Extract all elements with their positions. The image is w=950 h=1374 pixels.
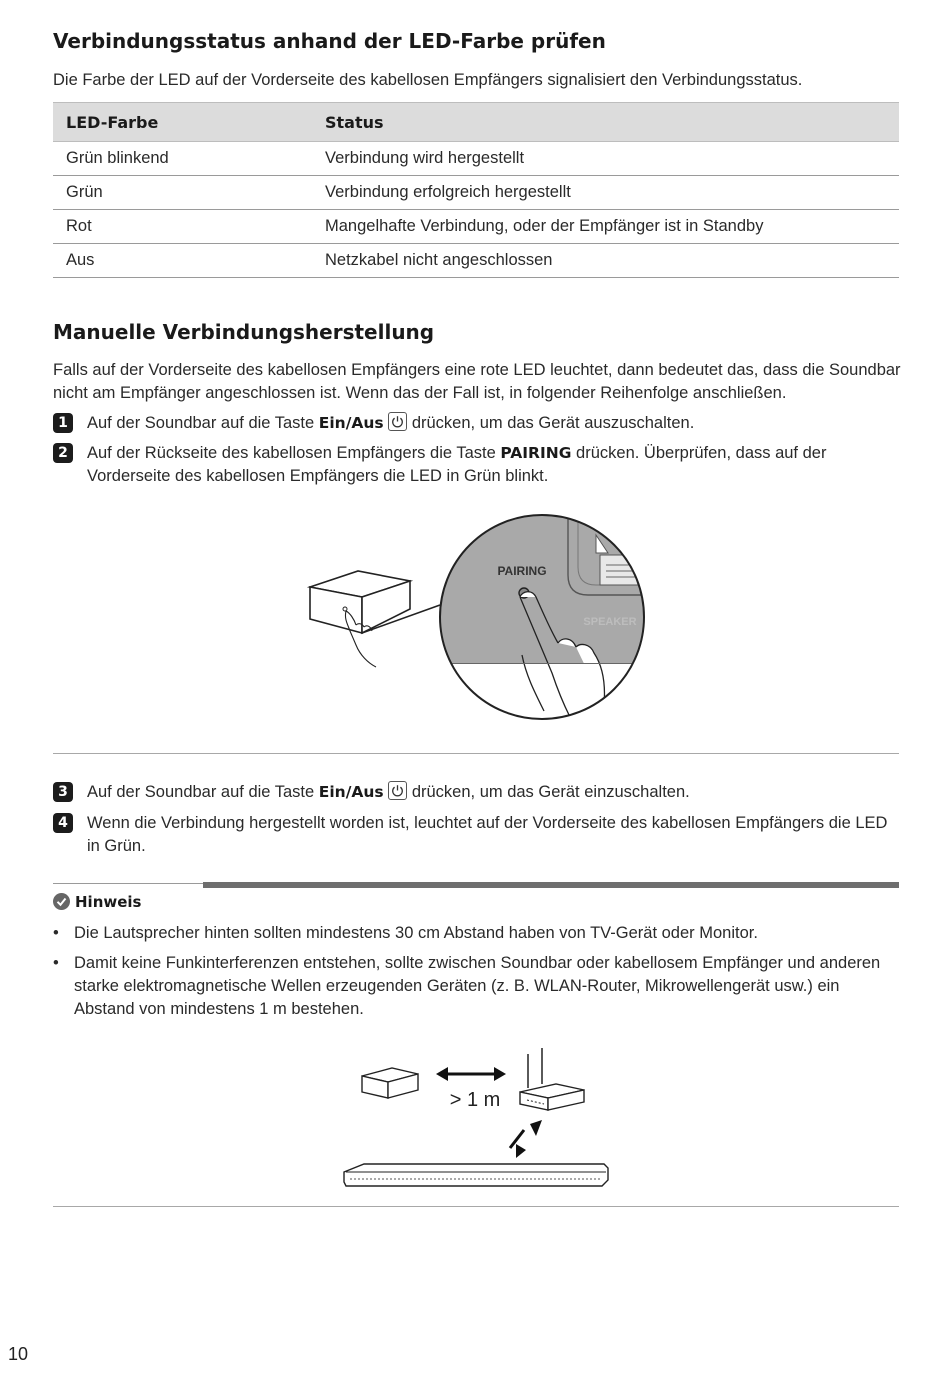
- table-row: [53, 210, 899, 244]
- step-number-badge: 3: [53, 782, 73, 802]
- table-row: [53, 244, 899, 278]
- note-rule-thick: [203, 882, 899, 888]
- step-number-badge: 1: [53, 413, 73, 433]
- step-4: [53, 812, 899, 858]
- section-title-manual-connection: Manuelle Verbindungsherstellung: [53, 320, 435, 344]
- checkmark-icon: [53, 893, 70, 910]
- button-name-power: Ein/Aus: [318, 414, 384, 432]
- note-bullet-text: Die Lautsprecher hinten sollten mindestens 30 cm Abstand haben von TV-Gerät oder Monitor.: [74, 924, 758, 942]
- note-rule-thin: [53, 883, 203, 884]
- step-text: Auf der Soundbar auf die Taste: [87, 414, 319, 432]
- step-1: [53, 412, 899, 435]
- double-arrow-icon: [510, 1120, 542, 1158]
- table-cell-led-color: Rot: [53, 210, 312, 244]
- table-cell-status: Verbindung erfolgreich hergestellt: [312, 176, 899, 210]
- step-2: [53, 442, 899, 488]
- step-text: Wenn die Verbindung hergestellt worden ist, leuchtet auf der Vorderseite des kabellosen Empfängers die LED in Grün.: [87, 814, 888, 855]
- soundbar-icon: [344, 1164, 608, 1186]
- section-intro-led-status: Die Farbe der LED auf der Vorderseite des kabellosen Empfängers signalisiert den Verbindungsstatus.: [53, 71, 803, 89]
- step-text: drücken. Überprüfen, dass auf der Vorderseite des kabellosen Empfängers die LED in Grün blinkt.: [87, 444, 827, 485]
- button-name-power: Ein/Aus: [318, 783, 384, 801]
- table-header-row: [53, 103, 899, 142]
- pairing-label: PAIRING: [497, 564, 547, 578]
- power-icon: [388, 781, 407, 800]
- button-name-pairing: PAIRING: [500, 444, 572, 462]
- divider: [53, 753, 899, 754]
- distance-illustration: [330, 1040, 620, 1192]
- note-bullet: • Damit keine Funkinterferenzen entstehen, sollte zwischen Soundbar oder kabellosem Empfänger und anderen starke elektromagnetische Wellen erzeugenden Geräten (z. B. WLAN-Router, Mikrowellengerät usw.) ein Abstand von mindestens 1 m bestehen.: [53, 952, 899, 1021]
- divider: [53, 1206, 899, 1207]
- note-bullet: • Die Lautsprecher hinten sollten mindestens 30 cm Abstand haben von TV-Gerät oder Monitor.: [53, 922, 899, 945]
- table-header-status: Status: [312, 103, 899, 142]
- double-arrow-icon: [436, 1067, 506, 1081]
- table-row: [53, 176, 899, 210]
- step-text: Auf der Rückseite des kabellosen Empfängers die Taste: [87, 444, 501, 462]
- step-text: drücken, um das Gerät auszuschalten.: [407, 414, 695, 432]
- table-cell-status: Netzkabel nicht angeschlossen: [312, 244, 899, 278]
- section-intro-manual-connection: Falls auf der Vorderseite des kabellosen Empfängers eine rote LED leuchtet, dann bedeutet das, dass die Soundbar nicht am Empfänger angeschlossen ist. Wenn das der Fall ist, in folgender Reihenfolge anschließen.: [53, 361, 901, 402]
- table-cell-led-color: Grün blinkend: [53, 142, 312, 176]
- pairing-illustration: [300, 505, 650, 725]
- step-text: Auf der Soundbar auf die Taste: [87, 783, 319, 801]
- step-number-badge: 2: [53, 443, 73, 463]
- distance-label: > 1 m: [449, 1089, 501, 1111]
- led-status-table: [53, 102, 899, 278]
- wifi-router-icon: [520, 1048, 584, 1110]
- table-cell-led-color: Aus: [53, 244, 312, 278]
- table-header-led-color: LED-Farbe: [53, 103, 312, 142]
- note-title: Hinweis: [75, 893, 142, 911]
- table-row: [53, 142, 899, 176]
- step-3: [53, 781, 899, 804]
- step-number-badge: 4: [53, 813, 73, 833]
- table-cell-status: Mangelhafte Verbindung, oder der Empfänger ist in Standby: [312, 210, 899, 244]
- table-cell-status: Verbindung wird hergestellt: [312, 142, 899, 176]
- note-bullet-text: Damit keine Funkinterferenzen entstehen, sollte zwischen Soundbar oder kabellosem Empfänger und anderen starke elektromagnetische Wellen erzeugenden Geräten (z. B. WLAN-Router, Mikrowellengerät usw.) ein Abstand von mindestens 1 m bestehen.: [74, 954, 881, 1018]
- table-cell-led-color: Grün: [53, 176, 312, 210]
- receiver-box-icon: [362, 1068, 418, 1098]
- section-title-led-status: Verbindungsstatus anhand der LED-Farbe prüfen: [53, 29, 606, 53]
- page-number: 10: [8, 1344, 29, 1364]
- speaker-label: SPEAKER: [583, 616, 637, 628]
- step-text: drücken, um das Gerät einzuschalten.: [407, 783, 690, 801]
- power-icon: [388, 412, 407, 431]
